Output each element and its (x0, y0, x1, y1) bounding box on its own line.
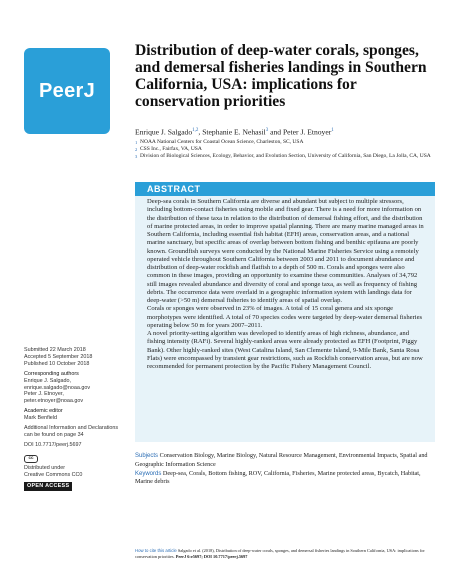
article-sidebar (24, 347, 128, 491)
email-link[interactable]: peter.etnoyer@noaa.gov (24, 398, 84, 405)
author-name[interactable]: Peter J. Etnoyer (282, 127, 332, 137)
subjects-keywords (135, 452, 435, 487)
keywords-line (135, 470, 435, 487)
abstract-paragraph: Corals or sponges were observed in 23% of images. A total of 15 coral genera and six sponge morphotypes were identified. A total of 70 species codes were targeted by deep-water demersal fisheries operating below 50 m for years 2007–2011. (147, 305, 423, 329)
corresponding-authors: Corresponding authors Enrique J. Salgado, enrique.salgado@noaa.gov Peter J. Etnoyer, peter.etnoyer@noaa.gov (24, 371, 128, 406)
keywords-label: Keywords (135, 470, 162, 477)
license-link[interactable]: Creative Commons CC0 (24, 471, 83, 478)
keywords-text: Deep-sea, Corals, Bottom fishing, ROV, California, Fisheries, Marine protected areas, Bycatch, Habitat, Marine debris (135, 469, 421, 486)
subjects-label: Subjects (135, 453, 159, 459)
affiliation-list (135, 139, 435, 161)
creative-commons-icon: cc (24, 455, 38, 463)
author-affil-sup: 1,2 (192, 128, 199, 133)
affiliation: 3 Division of Biological Sciences, Ecology, Behavior, and Evolution Section, University of California, San Diego, La Jolla, CA, USA (135, 153, 431, 160)
article-title: Distribution of deep-water corals, sponges, and demersal fisheries landings in Southern California, USA: implications for conservation priorities (135, 42, 427, 110)
academic-editor: Academic editor Mark Benfield (24, 408, 63, 422)
subjects-text[interactable]: Conservation Biology, Marine Biology, Natural Resource Management, Environmental Impacts, Spatial and Geographic Information Science (135, 452, 428, 468)
license: Distributed under Creative Commons CC0 (24, 465, 128, 479)
email-link[interactable]: enrique.salgado@noaa.gov (24, 384, 91, 391)
peerj-logo (24, 48, 110, 134)
history-dates: Submitted 22 March 2018 Accepted 5 September 2018 Published 10 October 2018 (24, 347, 93, 367)
cite-text: Salgado et al. (2018), Distribution of deep-water corals, sponges, and demersal fisheries landings in Southern California, USA: implications for conservation priorities. (135, 548, 425, 559)
abstract-paragraph: Deep-sea corals in Southern California are diverse and abundant but subject to multiple stressors, including bottom-contact fisheries using mobile and fixed gear. There is a need for more information on the distribution of these taxa in relation to the distribution of demersal fishing effort, and the distribution of marine protected areas, in order to improve spatial planning. There are many marine managed areas in Southern California, including essential fish habitat (EFH) areas, conservation areas, and a national marine sanctuary, but specific areas of overlap between bottom fishing and benthic epifauna are poorly known. Groundfish surveys were conducted by the National Marine Fisheries Service using a remotely operated vehicle throughout Southern California between 2003 and 2011 to document abundance and distribution of deep-water rockfish and flatfish to a depth of 500 m. Corals and sponges were also common in these images, providing an opportunity to examine these communities. Analyses of 34,792 still images revealed abundance and diversity of coral and sponge taxa, as well as frequency of fishing debris. The occurrence data were overlaid in a geographic information system with landings data for deep-water (>50 m) demersal fisheries to identify areas of spatial overlap. (147, 198, 424, 304)
affiliation: 2 CSS Inc., Fairfax, VA, USA (135, 146, 202, 153)
abstract-paragraph: A novel priority-setting algorithm was developed to identify areas of high richness, abundance, and fishing intensity (RAFi). Several highly-ranked areas were already protected as EFH (Footprint, Piggy Bank). Other highly-ranked sites (West Catalina Island, San Clemente Island, 9-Mile Bank, Santa Rosa Flats) were encompassed by transient gear restrictions, such as Rockfish conservation areas, but are now recommended for permanent protection by the Pacific Fishery Management Council. (147, 330, 423, 370)
additional-info: Additional Information and Declarations can be found on page 34 (24, 425, 119, 438)
doi-link[interactable]: 10.7717/peerj.5697 (35, 441, 82, 448)
open-access-badge: OPEN ACCESS (24, 482, 72, 491)
cite-ref: PeerJ 6:e5697; DOI 10.7717/peerj.5697 (175, 553, 248, 559)
abstract-heading: ABSTRACT (135, 182, 435, 196)
doi: DOI 10.7717/peerj.5697 (24, 441, 82, 448)
citation-footer (135, 548, 435, 559)
author-list: Enrique J. Salgado$^{1,2}$, Stephanie E. Nehasil$^3$ and Peter J. Etnoyer$^1$ (135, 127, 334, 137)
author-name[interactable]: Enrique J. Salgado (135, 127, 193, 137)
author-affil-sup: 1 (331, 128, 334, 133)
affiliation: 1 NOAA National Centers for Coastal Ocean Science, Charleston, SC, USA (135, 139, 304, 145)
author-affil-sup: 3 (265, 128, 269, 133)
abstract-body (135, 196, 435, 442)
logo-text: PeerJ (39, 79, 95, 102)
author-name[interactable]: Stephanie E. Nehasil (202, 127, 266, 137)
cite-label: How to cite this article (135, 548, 177, 553)
subjects-line (135, 452, 435, 469)
